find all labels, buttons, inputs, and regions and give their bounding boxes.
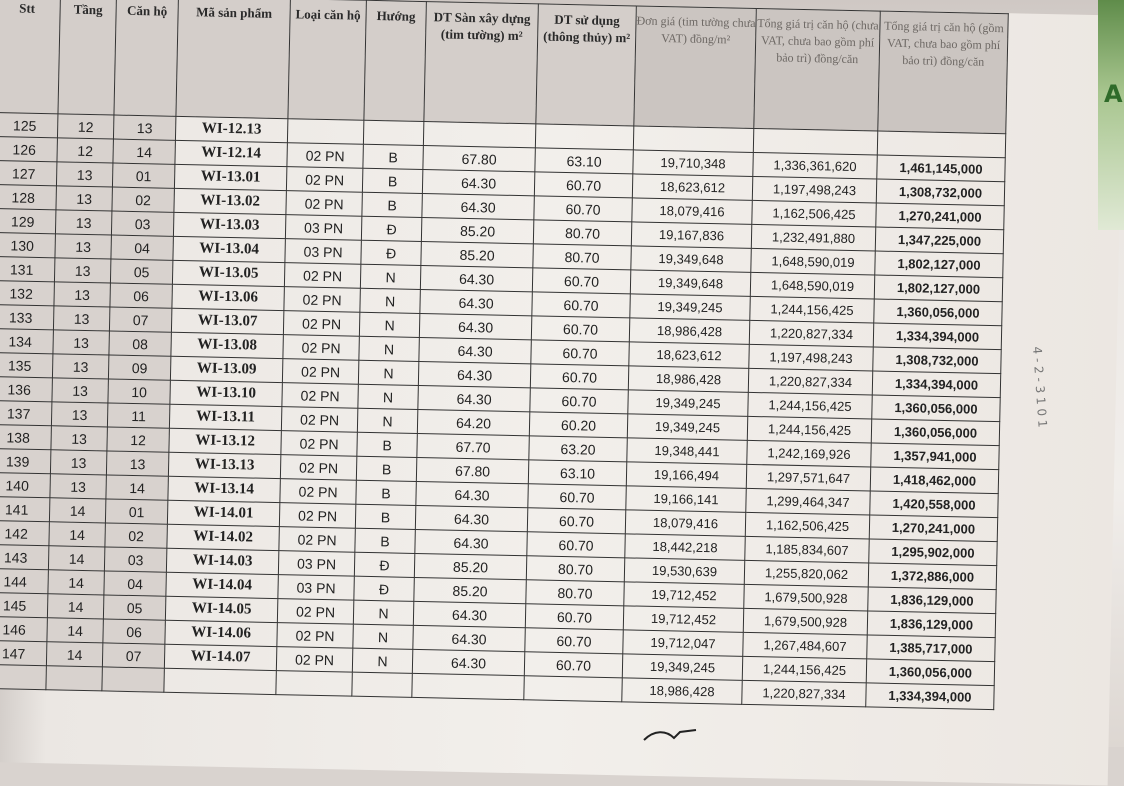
cell-tang: 12 (57, 114, 113, 139)
cell-huong (363, 120, 423, 145)
cell-dt-san-xay-dung: 85.20 (421, 218, 533, 244)
cell-stt: 145 (0, 592, 48, 617)
cell-tong-gia-tri-chua-vat: 1,220,827,334 (748, 368, 872, 395)
cell-dt-su-dung: 60.70 (527, 508, 625, 534)
cell-ma-san-pham: WI-13.10 (170, 380, 282, 406)
header-stt: Stt (0, 0, 60, 114)
cell-can-ho: 01 (112, 163, 174, 188)
cell-tong-gia-tri-gom-vat: 1,347,225,000 (875, 227, 1003, 254)
cell-dt-san-xay-dung: 64.30 (419, 313, 531, 339)
cell-tang: 13 (53, 330, 109, 355)
cell-tong-gia-tri-gom-vat: 1,836,129,000 (867, 611, 995, 638)
cell-can-ho: 14 (106, 475, 168, 500)
cell-tang (46, 666, 102, 691)
cell-dt-su-dung: 60.70 (530, 388, 628, 414)
cell-tong-gia-tri-chua-vat: 1,232,491,880 (751, 224, 875, 251)
cell-tang: 13 (56, 162, 112, 187)
cell-stt: 140 (0, 472, 50, 497)
header-tong-gia-tri-gom-vat: Tổng giá trị căn hộ (gồm VAT, chưa bao gồm phí bảo trì) đồng/căn (878, 11, 1008, 134)
cell-don-gia: 19,166,141 (626, 486, 746, 513)
cell-don-gia: 18,079,416 (625, 510, 745, 537)
cell-stt: 144 (0, 568, 48, 593)
cell-dt-san-xay-dung: 85.20 (414, 553, 526, 579)
cell-stt: 146 (0, 616, 47, 641)
cell-ma-san-pham: WI-13.05 (172, 260, 284, 286)
cell-dt-san-xay-dung: 64.30 (415, 529, 527, 555)
cell-tong-gia-tri-gom-vat: 1,308,732,000 (876, 179, 1004, 206)
cell-huong: Đ (354, 576, 414, 601)
cell-ma-san-pham: WI-13.02 (174, 188, 286, 214)
cell-tong-gia-tri-gom-vat: 1,360,056,000 (866, 659, 994, 686)
cell-stt: 142 (0, 520, 49, 545)
cell-ma-san-pham: WI-13.09 (170, 356, 282, 382)
cell-don-gia: 18,986,428 (629, 318, 749, 345)
cell-ma-san-pham: WI-13.07 (171, 308, 283, 334)
cell-dt-san-xay-dung: 67.70 (417, 433, 529, 459)
header-loai-can-ho: Loại căn hộ (288, 0, 366, 120)
header-don-gia: Đơn giá (tim tường chưa VAT) đồng/m² (634, 6, 756, 128)
cell-tong-gia-tri-chua-vat: 1,336,361,620 (753, 152, 877, 179)
cell-tong-gia-tri-gom-vat: 1,270,241,000 (869, 515, 997, 542)
cell-can-ho: 07 (109, 307, 171, 332)
cell-dt-su-dung: 60.70 (525, 628, 623, 654)
cell-huong: N (353, 600, 413, 625)
cell-loai-can-ho: 02 PN (282, 383, 358, 409)
cell-tong-gia-tri-gom-vat (877, 131, 1005, 158)
cell-tong-gia-tri-chua-vat: 1,267,484,607 (743, 632, 867, 659)
cell-tong-gia-tri-gom-vat: 1,385,717,000 (867, 635, 995, 662)
cell-tong-gia-tri-chua-vat: 1,197,498,243 (749, 344, 873, 371)
cell-huong: B (362, 168, 422, 193)
cell-tong-gia-tri-gom-vat: 1,308,732,000 (873, 347, 1001, 374)
cell-can-ho: 11 (107, 403, 169, 428)
cell-don-gia: 19,712,452 (623, 606, 743, 633)
cell-dt-su-dung: 80.70 (533, 220, 631, 246)
cell-ma-san-pham: WI-14.01 (167, 500, 279, 526)
cell-huong: Đ (361, 240, 421, 265)
cell-dt-san-xay-dung: 64.30 (413, 625, 525, 651)
cell-tong-gia-tri-chua-vat: 1,299,464,347 (746, 488, 870, 515)
cell-dt-san-xay-dung (423, 122, 535, 148)
cell-can-ho: 13 (106, 451, 168, 476)
cell-dt-san-xay-dung: 67.80 (423, 146, 535, 172)
cell-huong: N (360, 264, 420, 289)
header-ma-san-pham: Mã sản phẩm (176, 0, 290, 119)
cell-loai-can-ho: 02 PN (280, 455, 356, 481)
cell-don-gia: 18,623,612 (632, 174, 752, 201)
cell-can-ho: 10 (108, 379, 170, 404)
cell-tong-gia-tri-chua-vat: 1,197,498,243 (752, 176, 876, 203)
cell-ma-san-pham: WI-13.14 (168, 476, 280, 502)
cell-tong-gia-tri-gom-vat: 1,372,886,000 (868, 563, 996, 590)
cell-don-gia: 19,349,648 (630, 270, 750, 297)
margin-scribble: 4 - 2 - 3 1 0 1 (1030, 346, 1050, 428)
cell-tong-gia-tri-chua-vat: 1,185,834,607 (745, 536, 869, 563)
cell-tong-gia-tri-gom-vat: 1,357,941,000 (871, 443, 999, 470)
cell-tang: 13 (55, 234, 111, 259)
cell-tong-gia-tri-chua-vat: 1,255,820,062 (744, 560, 868, 587)
cell-loai-can-ho: 02 PN (277, 623, 353, 649)
cell-tong-gia-tri-gom-vat: 1,295,902,000 (869, 539, 997, 566)
cell-tong-gia-tri-gom-vat: 1,418,462,000 (870, 467, 998, 494)
cell-huong: B (357, 432, 417, 457)
cell-dt-san-xay-dung: 64.30 (422, 194, 534, 220)
cell-tang: 13 (56, 186, 112, 211)
cell-stt: 133 (0, 304, 54, 329)
cell-huong: B (363, 144, 423, 169)
cell-don-gia: 19,349,245 (627, 414, 747, 441)
cell-loai-can-ho: 02 PN (279, 503, 355, 529)
cell-ma-san-pham: WI-14.07 (164, 644, 276, 670)
cell-don-gia: 18,986,428 (622, 678, 742, 705)
cell-ma-san-pham: WI-14.03 (166, 548, 278, 574)
cell-loai-can-ho: 02 PN (276, 647, 352, 673)
cell-tang: 13 (52, 354, 108, 379)
cell-stt: 131 (0, 256, 55, 281)
cell-stt: 147 (0, 640, 47, 665)
cell-loai-can-ho: 02 PN (280, 479, 356, 505)
cell-huong: B (355, 504, 415, 529)
cell-don-gia: 19,712,047 (623, 630, 743, 657)
cell-loai-can-ho: 02 PN (284, 287, 360, 313)
cell-tong-gia-tri-chua-vat: 1,244,156,425 (750, 296, 874, 323)
cell-dt-su-dung: 60.70 (528, 484, 626, 510)
cell-don-gia: 19,712,452 (624, 582, 744, 609)
cell-don-gia: 19,348,441 (627, 438, 747, 465)
cell-don-gia: 19,167,836 (631, 222, 751, 249)
cell-don-gia: 18,079,416 (632, 198, 752, 225)
cell-dt-su-dung: 60.70 (532, 268, 630, 294)
cell-loai-can-ho: 02 PN (282, 359, 358, 385)
cell-don-gia: 19,349,245 (628, 390, 748, 417)
cell-can-ho: 13 (113, 115, 175, 140)
cell-tang: 14 (46, 642, 102, 667)
cell-loai-can-ho: 03 PN (278, 551, 354, 577)
cell-loai-can-ho (287, 119, 363, 145)
cell-dt-san-xay-dung: 85.20 (414, 577, 526, 603)
cell-dt-su-dung (535, 124, 633, 150)
cell-huong: N (353, 624, 413, 649)
cell-tong-gia-tri-chua-vat: 1,220,827,334 (749, 320, 873, 347)
cell-loai-can-ho: 02 PN (281, 431, 357, 457)
cell-can-ho: 04 (104, 571, 166, 596)
cell-dt-su-dung: 60.70 (534, 196, 632, 222)
cell-tang: 13 (54, 258, 110, 283)
cell-loai-can-ho: 02 PN (283, 335, 359, 361)
cell-dt-su-dung: 80.70 (533, 244, 631, 270)
cell-tong-gia-tri-gom-vat: 1,802,127,000 (875, 251, 1003, 278)
cell-huong: Đ (361, 216, 421, 241)
cell-dt-su-dung: 60.70 (524, 652, 622, 678)
cell-can-ho: 06 (110, 283, 172, 308)
cell-tang: 14 (47, 618, 103, 643)
header-tang: Tầng (58, 0, 117, 115)
cell-dt-su-dung: 60.20 (529, 412, 627, 438)
cell-can-ho (102, 667, 164, 692)
cell-don-gia: 18,623,612 (629, 342, 749, 369)
cell-dt-san-xay-dung: 64.30 (419, 337, 531, 363)
cell-tong-gia-tri-gom-vat: 1,420,558,000 (870, 491, 998, 518)
cell-tang: 13 (51, 402, 107, 427)
cell-dt-san-xay-dung: 64.30 (415, 505, 527, 531)
cell-dt-su-dung: 60.70 (532, 292, 630, 318)
cell-ma-san-pham: WI-13.06 (172, 284, 284, 310)
cell-tong-gia-tri-chua-vat: 1,162,506,425 (752, 200, 876, 227)
cell-ma-san-pham: WI-13.01 (174, 164, 286, 190)
cell-tang: 13 (55, 210, 111, 235)
cell-huong (352, 672, 412, 697)
cell-dt-san-xay-dung: 64.30 (420, 289, 532, 315)
cell-loai-can-ho: 02 PN (283, 311, 359, 337)
cell-dt-san-xay-dung: 85.20 (421, 242, 533, 268)
cell-stt: 137 (0, 400, 52, 425)
cell-dt-su-dung: 63.20 (529, 436, 627, 462)
cell-huong: N (358, 384, 418, 409)
cell-tang: 13 (53, 306, 109, 331)
cell-huong: N (358, 360, 418, 385)
header-dt-san-xay-dung: DT Sàn xây dựng (tim tường) m² (424, 2, 538, 124)
cell-dt-san-xay-dung: 64.20 (417, 409, 529, 435)
cell-ma-san-pham: WI-12.13 (175, 116, 287, 142)
cell-loai-can-ho: 02 PN (286, 191, 362, 217)
cell-can-ho: 02 (105, 523, 167, 548)
cell-tong-gia-tri-gom-vat: 1,360,056,000 (874, 299, 1002, 326)
cell-huong: Đ (354, 552, 414, 577)
cell-can-ho: 01 (105, 499, 167, 524)
cell-stt: 139 (0, 448, 51, 473)
cell-tong-gia-tri-chua-vat: 1,244,156,425 (747, 416, 871, 443)
cell-tong-gia-tri-gom-vat: 1,334,394,000 (873, 323, 1001, 350)
cell-tang: 14 (48, 546, 104, 571)
cell-loai-can-ho: 02 PN (284, 263, 360, 289)
cell-ma-san-pham: WI-13.03 (173, 212, 285, 238)
cell-ma-san-pham (164, 668, 276, 694)
cell-dt-su-dung (524, 676, 622, 702)
cell-dt-san-xay-dung: 64.30 (412, 649, 524, 675)
cell-don-gia: 19,349,245 (622, 654, 742, 681)
cell-stt: 138 (0, 424, 51, 449)
cell-tong-gia-tri-chua-vat: 1,648,590,019 (751, 248, 875, 275)
cell-don-gia: 19,530,639 (624, 558, 744, 585)
cell-ma-san-pham: WI-13.11 (169, 404, 281, 430)
cell-can-ho: 05 (103, 595, 165, 620)
cell-dt-su-dung: 60.70 (530, 364, 628, 390)
cell-tang: 13 (50, 450, 106, 475)
cell-loai-can-ho: 03 PN (278, 575, 354, 601)
cell-don-gia: 19,710,348 (633, 150, 753, 177)
cell-huong: N (357, 408, 417, 433)
cell-don-gia: 18,986,428 (628, 366, 748, 393)
cell-stt: 129 (0, 208, 56, 233)
cell-tong-gia-tri-gom-vat: 1,334,394,000 (872, 371, 1000, 398)
cell-tong-gia-tri-gom-vat: 1,334,394,000 (866, 683, 994, 710)
cell-can-ho: 14 (113, 139, 175, 164)
cell-tong-gia-tri-chua-vat: 1,162,506,425 (745, 512, 869, 539)
cell-stt: 127 (0, 160, 57, 185)
cell-dt-san-xay-dung: 64.30 (418, 385, 530, 411)
cell-stt: 134 (0, 328, 53, 353)
cell-stt: 125 (0, 112, 58, 137)
cell-loai-can-ho: 03 PN (285, 239, 361, 265)
pen-mark (640, 728, 700, 747)
header-huong: Hướng (364, 0, 426, 121)
cell-tong-gia-tri-gom-vat: 1,461,145,000 (877, 155, 1005, 182)
green-poster-edge (1098, 0, 1124, 230)
cell-can-ho: 02 (112, 187, 174, 212)
cell-ma-san-pham: WI-13.04 (173, 236, 285, 262)
cell-tong-gia-tri-chua-vat: 1,679,500,928 (743, 608, 867, 635)
cell-can-ho: 12 (107, 427, 169, 452)
cell-huong: B (355, 528, 415, 553)
cell-ma-san-pham: WI-14.02 (167, 524, 279, 550)
cell-huong: N (359, 336, 419, 361)
table-header-row (0, 0, 1008, 134)
cell-can-ho: 08 (109, 331, 171, 356)
cell-dt-su-dung: 60.70 (531, 340, 629, 366)
cell-can-ho: 03 (104, 547, 166, 572)
cell-can-ho: 05 (110, 259, 172, 284)
table-body (0, 112, 1006, 709)
cell-dt-san-xay-dung: 64.30 (418, 361, 530, 387)
cell-dt-su-dung: 60.70 (527, 532, 625, 558)
cell-huong: N (352, 648, 412, 673)
cell-tong-gia-tri-chua-vat: 1,648,590,019 (750, 272, 874, 299)
cell-tong-gia-tri-chua-vat (753, 128, 877, 155)
cell-stt: 130 (0, 232, 55, 257)
cell-huong: N (359, 312, 419, 337)
cell-loai-can-ho: 03 PN (285, 215, 361, 241)
cell-tang: 13 (52, 378, 108, 403)
cell-tong-gia-tri-chua-vat: 1,244,156,425 (748, 392, 872, 419)
cell-tong-gia-tri-gom-vat: 1,270,241,000 (876, 203, 1004, 230)
cell-tang: 13 (54, 282, 110, 307)
cell-dt-san-xay-dung: 64.30 (413, 601, 525, 627)
cell-don-gia: 18,442,218 (625, 534, 745, 561)
cell-ma-san-pham: WI-13.12 (169, 428, 281, 454)
cell-dt-su-dung: 80.70 (526, 580, 624, 606)
cell-loai-can-ho: 02 PN (287, 143, 363, 169)
cell-dt-su-dung: 63.10 (535, 148, 633, 174)
header-dt-su-dung: DT sử dụng (thông thủy) m² (536, 4, 636, 126)
cell-tong-gia-tri-gom-vat: 1,836,129,000 (868, 587, 996, 614)
cell-dt-su-dung: 60.70 (525, 604, 623, 630)
cell-stt: 132 (0, 280, 54, 305)
cell-huong: N (360, 288, 420, 313)
cell-tong-gia-tri-gom-vat: 1,360,056,000 (872, 395, 1000, 422)
cell-tang: 12 (57, 138, 113, 163)
cell-dt-su-dung: 80.70 (526, 556, 624, 582)
cell-can-ho: 04 (111, 235, 173, 260)
cell-tang: 14 (47, 594, 103, 619)
cell-ma-san-pham: WI-12.14 (175, 140, 287, 166)
cell-don-gia: 19,349,245 (630, 294, 750, 321)
cell-can-ho: 03 (111, 211, 173, 236)
cell-tang: 14 (49, 498, 105, 523)
cell-dt-su-dung: 60.70 (531, 316, 629, 342)
cell-tong-gia-tri-chua-vat: 1,220,827,334 (742, 680, 866, 707)
cell-tong-gia-tri-chua-vat: 1,679,500,928 (744, 584, 868, 611)
cell-stt: 143 (0, 544, 49, 569)
cell-huong: B (356, 480, 416, 505)
cell-dt-san-xay-dung: 64.30 (416, 481, 528, 507)
cell-can-ho: 06 (103, 619, 165, 644)
cell-tang: 14 (49, 522, 105, 547)
cell-loai-can-ho (276, 671, 352, 697)
cell-can-ho: 09 (108, 355, 170, 380)
cell-don-gia: 19,349,648 (631, 246, 751, 273)
cell-tong-gia-tri-gom-vat: 1,360,056,000 (871, 419, 999, 446)
cell-tang: 13 (50, 474, 106, 499)
cell-stt: 128 (0, 184, 56, 209)
cell-stt (0, 664, 46, 689)
cell-don-gia: 19,166,494 (626, 462, 746, 489)
cell-huong: B (356, 456, 416, 481)
cell-tang: 13 (51, 426, 107, 451)
cell-tong-gia-tri-gom-vat: 1,802,127,000 (874, 275, 1002, 302)
cell-stt: 126 (0, 136, 57, 161)
cell-stt: 135 (0, 352, 53, 377)
cell-ma-san-pham: WI-14.05 (165, 596, 277, 622)
cell-loai-can-ho: 02 PN (286, 167, 362, 193)
cell-dt-san-xay-dung: 64.30 (420, 265, 532, 291)
header-tong-gia-tri-chua-vat: Tổng giá trị căn hộ (chưa VAT, chưa bao gồm phí bảo trì) đồng/căn (754, 8, 880, 131)
cell-dt-san-xay-dung (412, 673, 524, 699)
cell-huong: B (362, 192, 422, 217)
cell-dt-san-xay-dung: 64.30 (422, 170, 534, 196)
cell-dt-san-xay-dung: 67.80 (416, 457, 528, 483)
header-can-ho: Căn hộ (114, 0, 178, 116)
cell-tong-gia-tri-chua-vat: 1,244,156,425 (742, 656, 866, 683)
cell-loai-can-ho: 02 PN (281, 407, 357, 433)
cell-dt-su-dung: 63.10 (528, 460, 626, 486)
cell-don-gia (633, 126, 753, 153)
green-poster-letter: A (1104, 80, 1123, 108)
cell-stt: 136 (0, 376, 52, 401)
cell-ma-san-pham: WI-13.13 (168, 452, 280, 478)
cell-loai-can-ho: 02 PN (277, 599, 353, 625)
cell-ma-san-pham: WI-14.06 (165, 620, 277, 646)
cell-tang: 14 (48, 570, 104, 595)
cell-loai-can-ho: 02 PN (279, 527, 355, 553)
cell-dt-su-dung: 60.70 (534, 172, 632, 198)
cell-tong-gia-tri-chua-vat: 1,242,169,926 (747, 440, 871, 467)
cell-can-ho: 07 (102, 643, 164, 668)
cell-tong-gia-tri-chua-vat: 1,297,571,647 (746, 464, 870, 491)
cell-ma-san-pham: WI-14.04 (166, 572, 278, 598)
cell-ma-san-pham: WI-13.08 (171, 332, 283, 358)
cell-stt: 141 (0, 496, 50, 521)
